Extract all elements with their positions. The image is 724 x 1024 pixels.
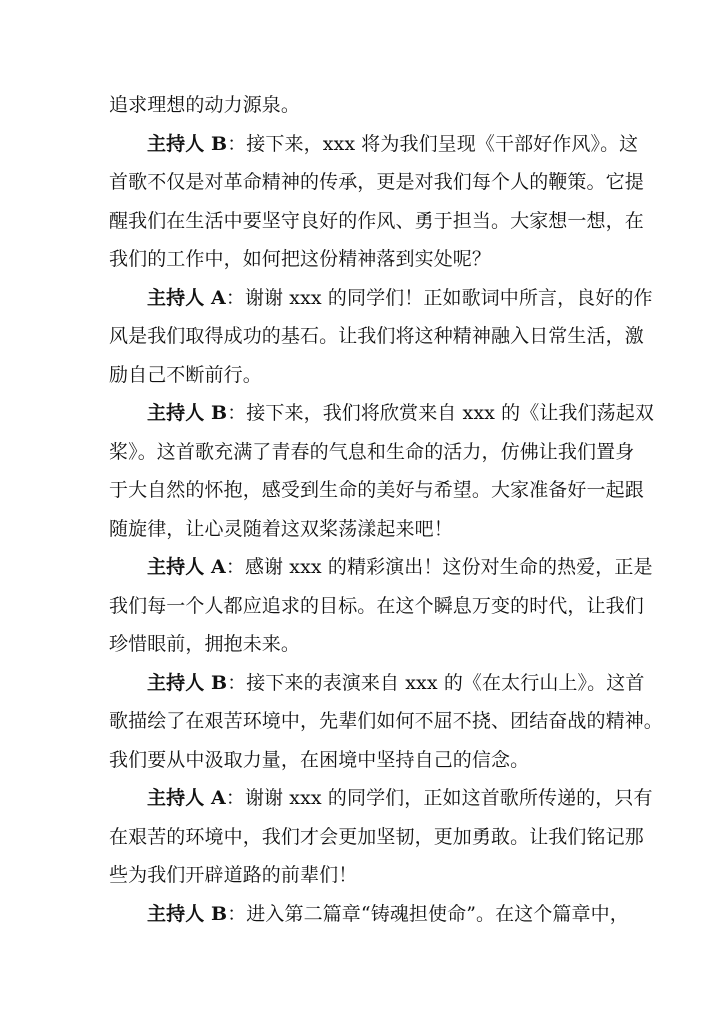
speaker-label: 主持人 A — [147, 787, 226, 809]
line-text: 我们的工作中，如何把这份精神落到实处呢？ — [109, 248, 492, 270]
text-line — [109, 587, 644, 626]
text-line — [109, 856, 617, 895]
document-page — [109, 86, 663, 933]
line-text: ：感谢 xxx 的精彩演出！这份对生命的热爱，正是 — [225, 556, 653, 578]
line-text: 些为我们开辟道路的前辈们！ — [109, 864, 358, 886]
line-text: ：接下来，xxx 将为我们呈现《干部好作风》。这 — [227, 132, 639, 155]
text-line — [109, 394, 654, 433]
line-text: ：接下来，我们将欣赏来自 xxx 的《让我们荡起双 — [227, 402, 654, 424]
line-text: ：接下来的表演来自 xxx 的《在太行山上》。这首 — [227, 671, 645, 694]
text-line — [109, 240, 617, 279]
text-line — [109, 317, 644, 356]
text-line — [109, 86, 617, 125]
text-line — [109, 895, 629, 934]
line-text: 珍惜眼前，拥抱未来。 — [109, 633, 301, 655]
text-line — [109, 510, 617, 549]
text-line — [109, 471, 644, 510]
line-text: ：进入第二篇章“铸魂担使命”。在这个篇章中， — [227, 902, 629, 925]
text-line — [109, 664, 645, 703]
text-line — [109, 279, 653, 318]
text-line — [109, 625, 617, 664]
line-text: ：谢谢 xxx 的同学们，正如这首歌所传递的，只有 — [225, 787, 653, 809]
speaker-label: 主持人 A — [147, 556, 226, 578]
line-text: 追求理想的动力源泉。 — [109, 94, 301, 116]
text-line — [109, 548, 653, 587]
text-line — [109, 702, 663, 741]
text-line — [109, 202, 644, 241]
text-line — [109, 356, 617, 395]
line-text: 我们每一个人都应追求的目标。在这个瞬息万变的时代，让我们 — [109, 594, 644, 617]
line-text: 风是我们取得成功的基石。让我们将这种精神融入日常生活，激 — [109, 325, 644, 347]
text-line — [109, 433, 635, 472]
line-text: 励自己不断前行。 — [109, 363, 262, 386]
line-text: 首歌不仅是对革命精神的传承，更是对我们每个人的鞭策。它提 — [109, 171, 644, 193]
line-text: 我们要从中汲取力量，在困境中坚持自己的信念。 — [109, 748, 530, 771]
line-text: 桨》。这首歌充满了青春的气息和生命的活力，仿佛让我们置身 — [109, 440, 635, 463]
line-text: 歌描绘了在艰苦环境中，先辈们如何不屈不挠、团结奋战的精神。 — [109, 710, 663, 732]
text-line — [109, 741, 617, 780]
speaker-label: 主持人 B — [147, 902, 228, 925]
text-line — [109, 125, 639, 164]
text-line — [109, 818, 644, 857]
line-text: 随旋律，让心灵随着这双桨荡漾起来吧！ — [109, 517, 453, 540]
line-text: 于大自然的怀抱，感受到生命的美好与希望。大家准备好一起跟 — [109, 479, 644, 501]
speaker-label: 主持人 B — [147, 671, 228, 694]
line-text: 在艰苦的环境中，我们才会更加坚韧，更加勇敢。让我们铭记那 — [109, 825, 644, 848]
speaker-label: 主持人 B — [147, 132, 228, 155]
speaker-label: 主持人 B — [147, 402, 228, 424]
line-text: 醒我们在生活中要坚守良好的作风、勇于担当。大家想一想，在 — [109, 209, 644, 232]
line-text: ：谢谢 xxx 的同学们！正如歌词中所言，良好的作 — [225, 286, 653, 309]
speaker-label: 主持人 A — [147, 286, 226, 309]
text-line — [109, 163, 644, 202]
text-line — [109, 779, 653, 818]
